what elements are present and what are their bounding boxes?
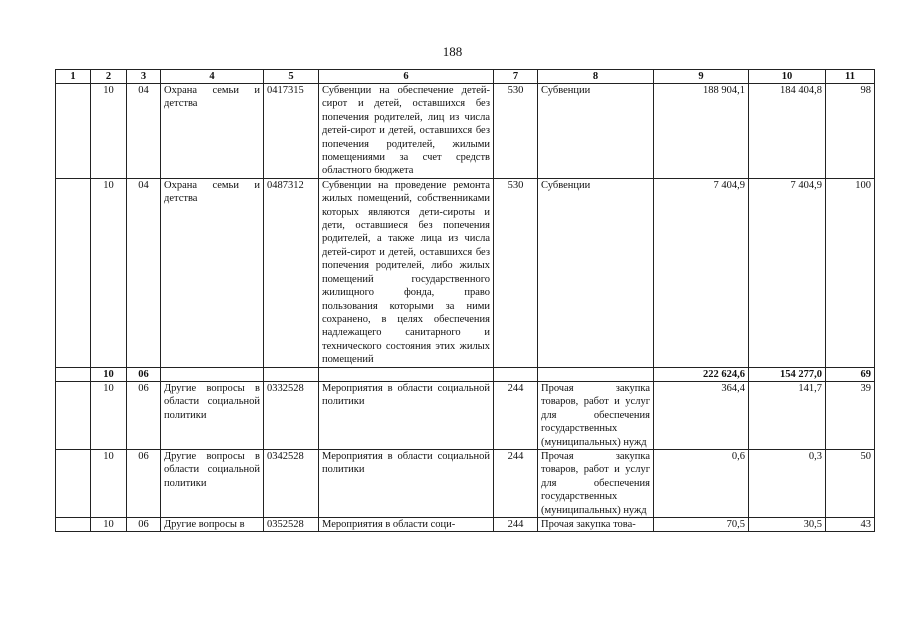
cell-target-code: 0352528: [264, 518, 319, 532]
header-col-3: 3: [127, 70, 161, 84]
cell-planned: 7 404,9: [654, 178, 749, 367]
header-col-8: 8: [538, 70, 654, 84]
cell-executed: 141,7: [749, 381, 826, 449]
cell-section: 10: [91, 381, 127, 449]
cell-target-code: 0342528: [264, 449, 319, 517]
cell-subsection: 04: [127, 178, 161, 367]
cell-expense-type: Субвенции: [538, 84, 654, 179]
cell-percent: 69: [826, 367, 875, 381]
table-row: [56, 178, 875, 367]
cell-expense-code: [494, 367, 538, 381]
cell-expense-code: 530: [494, 84, 538, 179]
cell-planned: 222 624,6: [654, 367, 749, 381]
cell-expense-code: 244: [494, 518, 538, 532]
header-col-4: 4: [161, 70, 264, 84]
cell-target-code: [264, 367, 319, 381]
cell-subsection: 04: [127, 84, 161, 179]
header-col-1: 1: [56, 70, 91, 84]
cell-section-name: Другие вопросы в области социальной политики: [161, 381, 264, 449]
cell-col1: [56, 367, 91, 381]
cell-subsection: 06: [127, 449, 161, 517]
cell-planned: 0,6: [654, 449, 749, 517]
header-row: [56, 70, 875, 84]
table-row: [56, 84, 875, 179]
cell-expense-type: Прочая закупка товаров, работ и услуг для обеспечения государственных (муниципальных) нужд: [538, 381, 654, 449]
budget-table: [55, 69, 875, 532]
header-col-11: 11: [826, 70, 875, 84]
table-row: [56, 518, 875, 532]
cell-description: Мероприятия в области соци-: [319, 518, 494, 532]
cell-section: 10: [91, 367, 127, 381]
cell-subsection: 06: [127, 381, 161, 449]
cell-executed: 30,5: [749, 518, 826, 532]
cell-percent: 98: [826, 84, 875, 179]
cell-executed: 184 404,8: [749, 84, 826, 179]
cell-subsection: 06: [127, 518, 161, 532]
cell-target-code: 0332528: [264, 381, 319, 449]
cell-percent: 50: [826, 449, 875, 517]
cell-executed: 154 277,0: [749, 367, 826, 381]
cell-section: 10: [91, 518, 127, 532]
cell-expense-code: 530: [494, 178, 538, 367]
header-col-10: 10: [749, 70, 826, 84]
cell-col1: [56, 449, 91, 517]
cell-expense-code: 244: [494, 381, 538, 449]
cell-description: Мероприятия в области социальной политики: [319, 381, 494, 449]
cell-section-name: [161, 367, 264, 381]
cell-section-name: Другие вопросы в: [161, 518, 264, 532]
cell-col1: [56, 84, 91, 179]
header-col-7: 7: [494, 70, 538, 84]
cell-executed: 0,3: [749, 449, 826, 517]
cell-subsection: 06: [127, 367, 161, 381]
cell-section: 10: [91, 449, 127, 517]
page-number: 188: [442, 44, 463, 59]
cell-section: 10: [91, 84, 127, 179]
cell-expense-type: Прочая закупка това-: [538, 518, 654, 532]
cell-percent: 100: [826, 178, 875, 367]
cell-expense-code: 244: [494, 449, 538, 517]
cell-section-name: Охрана семьи и детства: [161, 84, 264, 179]
cell-description: Субвенции на обеспечение детей-сирот и детей, оставшихся без попечения родителей, лиц из числа детей-сирот и детей, оставшихся без попечения родителей, жилыми помещениями за счет средств областного бюджета: [319, 84, 494, 179]
cell-expense-type: Субвенции: [538, 178, 654, 367]
cell-planned: 70,5: [654, 518, 749, 532]
cell-target-code: 0417315: [264, 84, 319, 179]
cell-description: Субвенции на проведение ремонта жилых помещений, собственниками которых являются дети-сироты и дети, оставшиеся без попечения родителей, а также лица из числа детей-сирот и детей, оставшихся без попечения родителей, либо жилых помещений государственного жилищного фонда, право пользования которыми за ними сохранено, в целях обеспечения надлежащего санитарного и технического состояния этих жилых помещений: [319, 178, 494, 367]
subtotal-row: [56, 367, 875, 381]
cell-section: 10: [91, 178, 127, 367]
cell-executed: 7 404,9: [749, 178, 826, 367]
cell-planned: 364,4: [654, 381, 749, 449]
cell-section-name: Другие вопросы в области социальной политики: [161, 449, 264, 517]
header-col-6: 6: [319, 70, 494, 84]
cell-target-code: 0487312: [264, 178, 319, 367]
cell-section-name: Охрана семьи и детства: [161, 178, 264, 367]
cell-col1: [56, 178, 91, 367]
header-col-9: 9: [654, 70, 749, 84]
cell-col1: [56, 518, 91, 532]
cell-percent: 39: [826, 381, 875, 449]
table-row: [56, 381, 875, 449]
cell-expense-type: [538, 367, 654, 381]
cell-description: [319, 367, 494, 381]
cell-expense-type: Прочая закупка товаров, работ и услуг для обеспечения государственных (муниципальных) нужд: [538, 449, 654, 517]
header-col-5: 5: [264, 70, 319, 84]
header-col-2: 2: [91, 70, 127, 84]
cell-col1: [56, 381, 91, 449]
table-row: [56, 449, 875, 517]
cell-planned: 188 904,1: [654, 84, 749, 179]
cell-description: Мероприятия в области социальной политики: [319, 449, 494, 517]
cell-percent: 43: [826, 518, 875, 532]
